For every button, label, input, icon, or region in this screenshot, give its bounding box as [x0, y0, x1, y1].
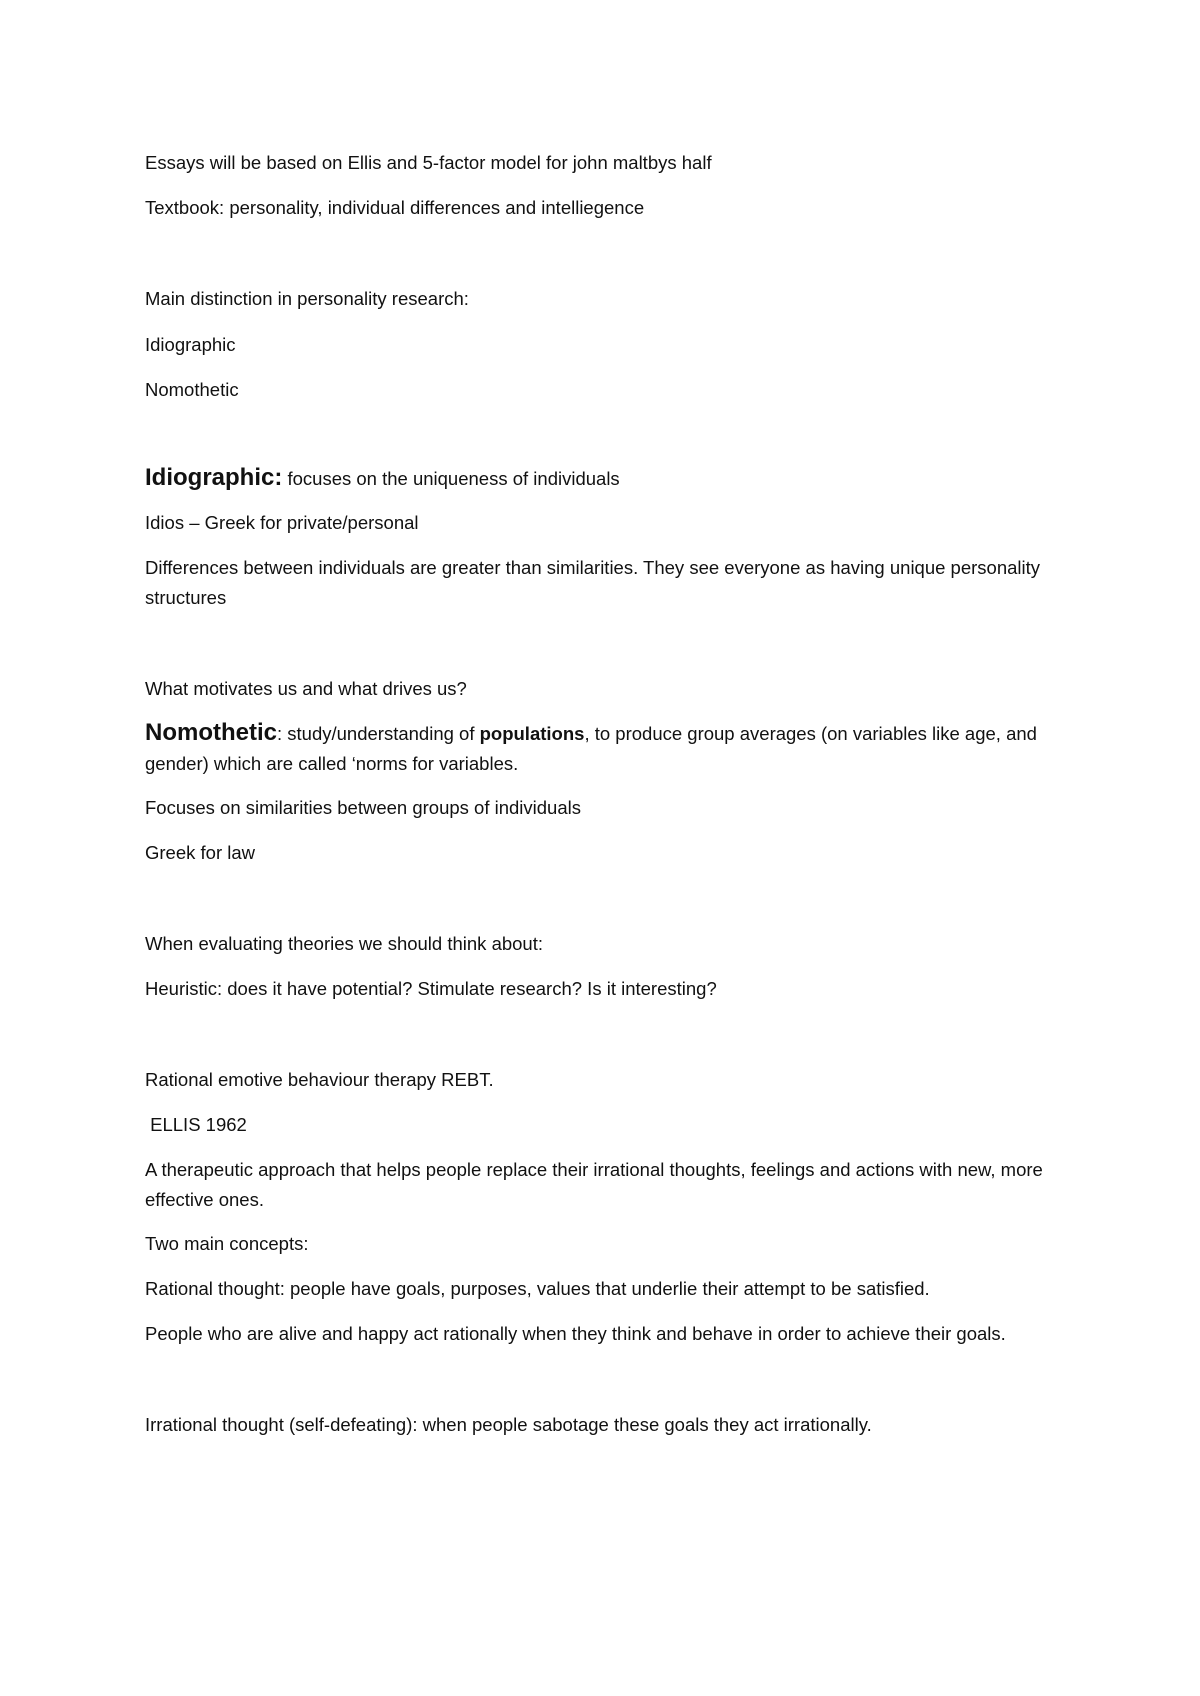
nomothetic-populations: populations	[479, 723, 585, 744]
line-essays: Essays will be based on Ellis and 5-factor model for john maltbys half	[145, 152, 712, 173]
line-idios: Idios – Greek for private/personal	[145, 512, 419, 533]
nomothetic-heading: Nomothetic	[145, 719, 277, 746]
line-evaluating: When evaluating theories we should think about:	[145, 933, 544, 954]
line-focuses-similarities: Focuses on similarities between groups of individuals	[145, 797, 581, 818]
line-nomothetic: Nomothetic	[145, 379, 239, 400]
idiographic-definition	[145, 463, 1065, 494]
line-alive-happy: People who are alive and happy act rationally when they think and behave in order to achieve their goals.	[145, 1323, 1006, 1344]
nomothetic-definition	[145, 718, 1065, 779]
line-ellis: ELLIS 1962	[145, 1114, 247, 1135]
idiographic-heading: Idiographic:	[145, 464, 283, 491]
idiographic-definition-text: focuses on the uniqueness of individuals	[282, 468, 620, 489]
line-heuristic: Heuristic: does it have potential? Stimulate research? Is it interesting?	[145, 978, 717, 999]
line-rebt: Rational emotive behaviour therapy REBT.	[145, 1069, 494, 1090]
line-idiographic: Idiographic	[145, 334, 236, 355]
line-irrational: Irrational thought (self-defeating): when people sabotage these goals they act irrationally.	[145, 1414, 872, 1435]
line-textbook: Textbook: personality, individual differences and intelliegence	[145, 197, 645, 218]
line-motivates: What motivates us and what drives us?	[145, 678, 467, 699]
line-two-concepts: Two main concepts:	[145, 1233, 309, 1254]
line-greek-law: Greek for law	[145, 842, 256, 863]
nomothetic-definition-text-1: : study/understanding of	[277, 723, 480, 744]
document-body	[145, 148, 1065, 1440]
nomothetic-definition-text-2: , to produce group averages (on variables like age, and gender) which are called ‘norms for variables.	[145, 723, 1037, 774]
line-rational-thought: Rational thought: people have goals, purposes, values that underlie their attempt to be satisfied.	[145, 1278, 930, 1299]
line-differences: Differences between individuals are greater than similarities. They see everyone as having unique personality structures	[145, 557, 1041, 608]
line-therapeutic: A therapeutic approach that helps people replace their irrational thoughts, feelings and actions with new, more effective ones.	[145, 1159, 1043, 1210]
line-main-distinction: Main distinction in personality research:	[145, 288, 469, 309]
